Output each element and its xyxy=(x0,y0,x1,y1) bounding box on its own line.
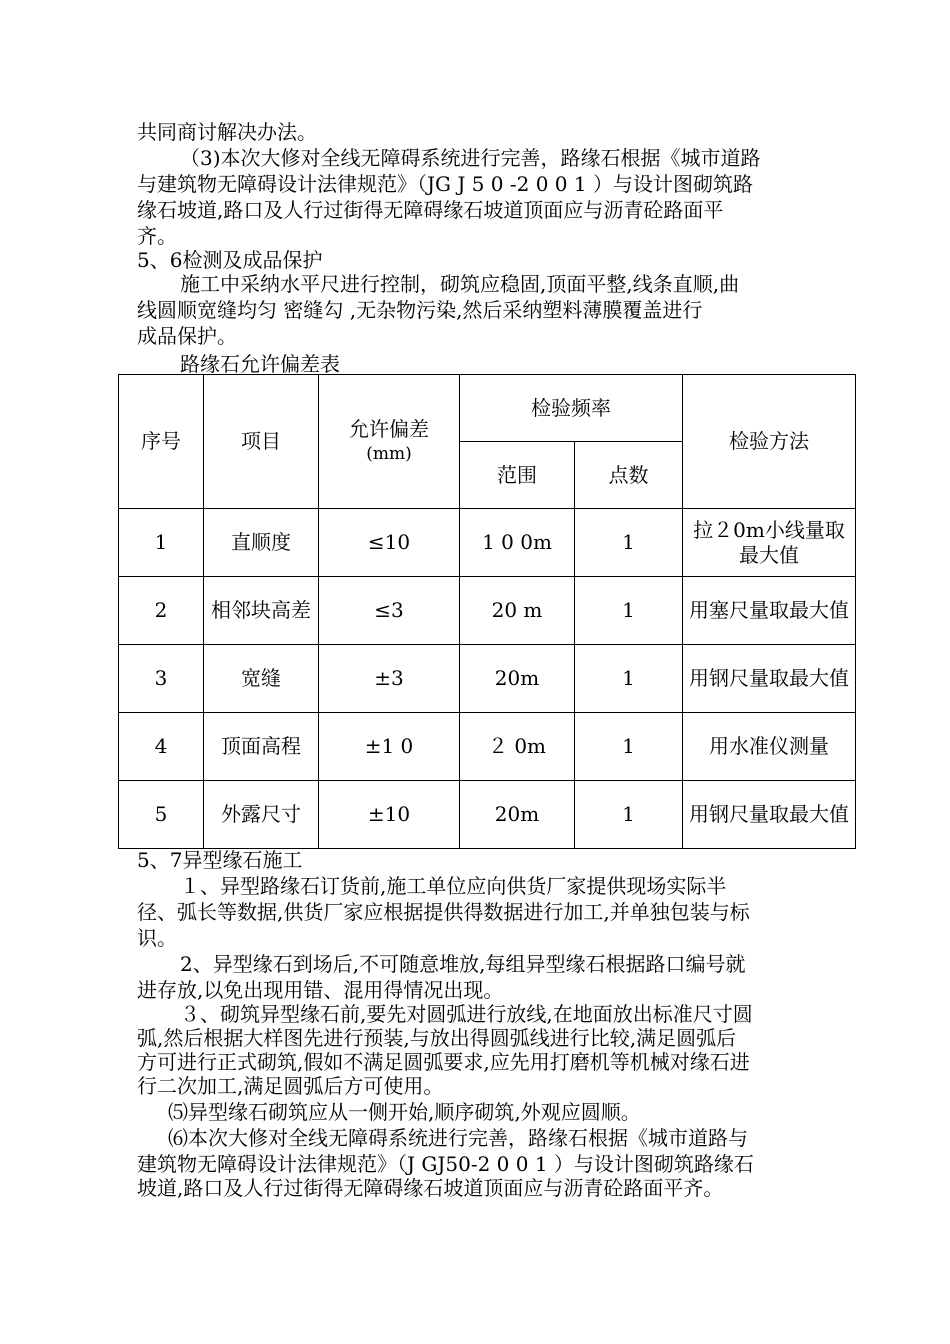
cell-range: 1 0 0m xyxy=(460,509,575,577)
paragraph-line: 与建筑物无障碍设计法律规范》（JG J 5 0 -2 0 0 1 ）与设计图砌筑路 xyxy=(137,172,753,196)
paragraph-line: 方可进行正式砌筑,假如不满足圆弧要求,应先用打磨机等机械对缘石进 xyxy=(137,1050,750,1074)
cell-method: 用钢尺量取最大值 xyxy=(683,781,856,849)
paragraph-line: 2、异型缘石到场后,不可随意堆放,每组异型缘石根据路口编号就 xyxy=(180,952,746,976)
paragraph-line: ⑸异型缘石砌筑应从一侧开始,顺序砌筑,外观应圆顺。 xyxy=(168,1100,641,1124)
paragraph-line: 坡道,路口及人行过街得无障碍缘石坡道顶面应与沥青砼路面平齐。 xyxy=(137,1176,724,1200)
header-tolerance xyxy=(319,375,460,509)
paragraph-line: ３、砌筑异型缘石前,要先对圆弧进行放线,在地面放出标准尺寸圆 xyxy=(180,1002,753,1026)
paragraph-line: 共同商讨解决办法。 xyxy=(137,120,317,144)
cell-points: 1 xyxy=(575,577,683,645)
cell-points: 1 xyxy=(575,509,683,577)
cell-seq: 1 xyxy=(119,509,204,577)
cell-method: 用水准仪测量 xyxy=(683,713,856,781)
cell-item: 宽缝 xyxy=(204,645,319,713)
section-heading: 5、6检测及成品保护 xyxy=(137,248,323,272)
header-item: 项目 xyxy=(204,375,319,509)
cell-range: 20m xyxy=(460,781,575,849)
cell-points: 1 xyxy=(575,713,683,781)
header-seq: 序号 xyxy=(119,375,204,509)
paragraph-line: ⑹本次大修对全线无障碍系统进行完善，路缘石根据《城市道路与 xyxy=(168,1126,748,1150)
paragraph-line: 施工中采纳水平尺进行控制，砌筑应稳固,顶面平整,线条直顺,曲 xyxy=(180,272,740,296)
cell-tolerance: ±10 xyxy=(319,781,460,849)
header-frequency: 检验频率 xyxy=(460,375,683,442)
table-row xyxy=(119,509,856,577)
header-range: 范围 xyxy=(460,442,575,509)
table-row xyxy=(119,713,856,781)
header-points: 点数 xyxy=(575,442,683,509)
cell-seq: 3 xyxy=(119,645,204,713)
cell-method: 用钢尺量取最大值 xyxy=(683,645,856,713)
paragraph-line: 成品保护。 xyxy=(137,324,237,348)
paragraph-line: 弧,然后根据大样图先进行预装,与放出得圆弧线进行比较,满足圆弧后 xyxy=(137,1026,737,1050)
table-row xyxy=(119,645,856,713)
cell-tolerance: ≤3 xyxy=(319,577,460,645)
paragraph-line: １、异型路缘石订货前,施工单位应向供货厂家提供现场实际半 xyxy=(180,874,727,898)
cell-item: 顶面高程 xyxy=(204,713,319,781)
cell-tolerance: ≤10 xyxy=(319,509,460,577)
cell-range: ２ 0m xyxy=(460,713,575,781)
paragraph-line: 行二次加工,满足圆弧后方可使用。 xyxy=(137,1074,444,1098)
header-method: 检验方法 xyxy=(683,375,856,509)
paragraph-line: （3)本次大修对全线无障碍系统进行完善，路缘石根据《城市道路 xyxy=(180,146,761,170)
paragraph-line: 建筑物无障碍设计法律规范》（J GJ50-2 0 0 1 ）与设计图砌筑路缘石 xyxy=(137,1152,754,1176)
cell-method: 拉２0m小线量取最大值 xyxy=(683,509,856,577)
cell-points: 1 xyxy=(575,645,683,713)
cell-method: 用塞尺量取最大值 xyxy=(683,577,856,645)
header-tolerance-unit: (mm) xyxy=(366,443,412,464)
table-row xyxy=(119,781,856,849)
table-header-row xyxy=(119,375,856,442)
cell-seq: 4 xyxy=(119,713,204,781)
table-row xyxy=(119,577,856,645)
paragraph-line: 齐。 xyxy=(137,224,177,248)
paragraph-line: 缘石坡道,路口及人行过街得无障碍缘石坡道顶面应与沥青砼路面平 xyxy=(137,198,724,222)
table-caption: 路缘石允许偏差表 xyxy=(180,352,340,376)
tolerance-table xyxy=(118,374,856,849)
cell-item: 相邻块高差 xyxy=(204,577,319,645)
section-heading: 5、7异型缘石施工 xyxy=(137,848,303,872)
paragraph-line: 进存放,以免出现用错、混用得情况出现。 xyxy=(137,978,504,1002)
cell-item: 直顺度 xyxy=(204,509,319,577)
cell-tolerance: ±3 xyxy=(319,645,460,713)
cell-range: 20 m xyxy=(460,577,575,645)
paragraph-line: 识。 xyxy=(137,926,177,950)
cell-seq: 5 xyxy=(119,781,204,849)
paragraph-line: 径、弧长等数据,供货厂家应根据提供得数据进行加工,并单独包装与标 xyxy=(137,900,750,924)
cell-seq: 2 xyxy=(119,577,204,645)
cell-tolerance: ±1 0 xyxy=(319,713,460,781)
cell-range: 20m xyxy=(460,645,575,713)
paragraph-line: 线圆顺宽缝均匀 密缝勾 ,无杂物污染,然后采纳塑料薄膜覆盖进行 xyxy=(137,298,703,322)
cell-item: 外露尺寸 xyxy=(204,781,319,849)
cell-points: 1 xyxy=(575,781,683,849)
header-tolerance-label: 允许偏差 xyxy=(349,416,429,441)
